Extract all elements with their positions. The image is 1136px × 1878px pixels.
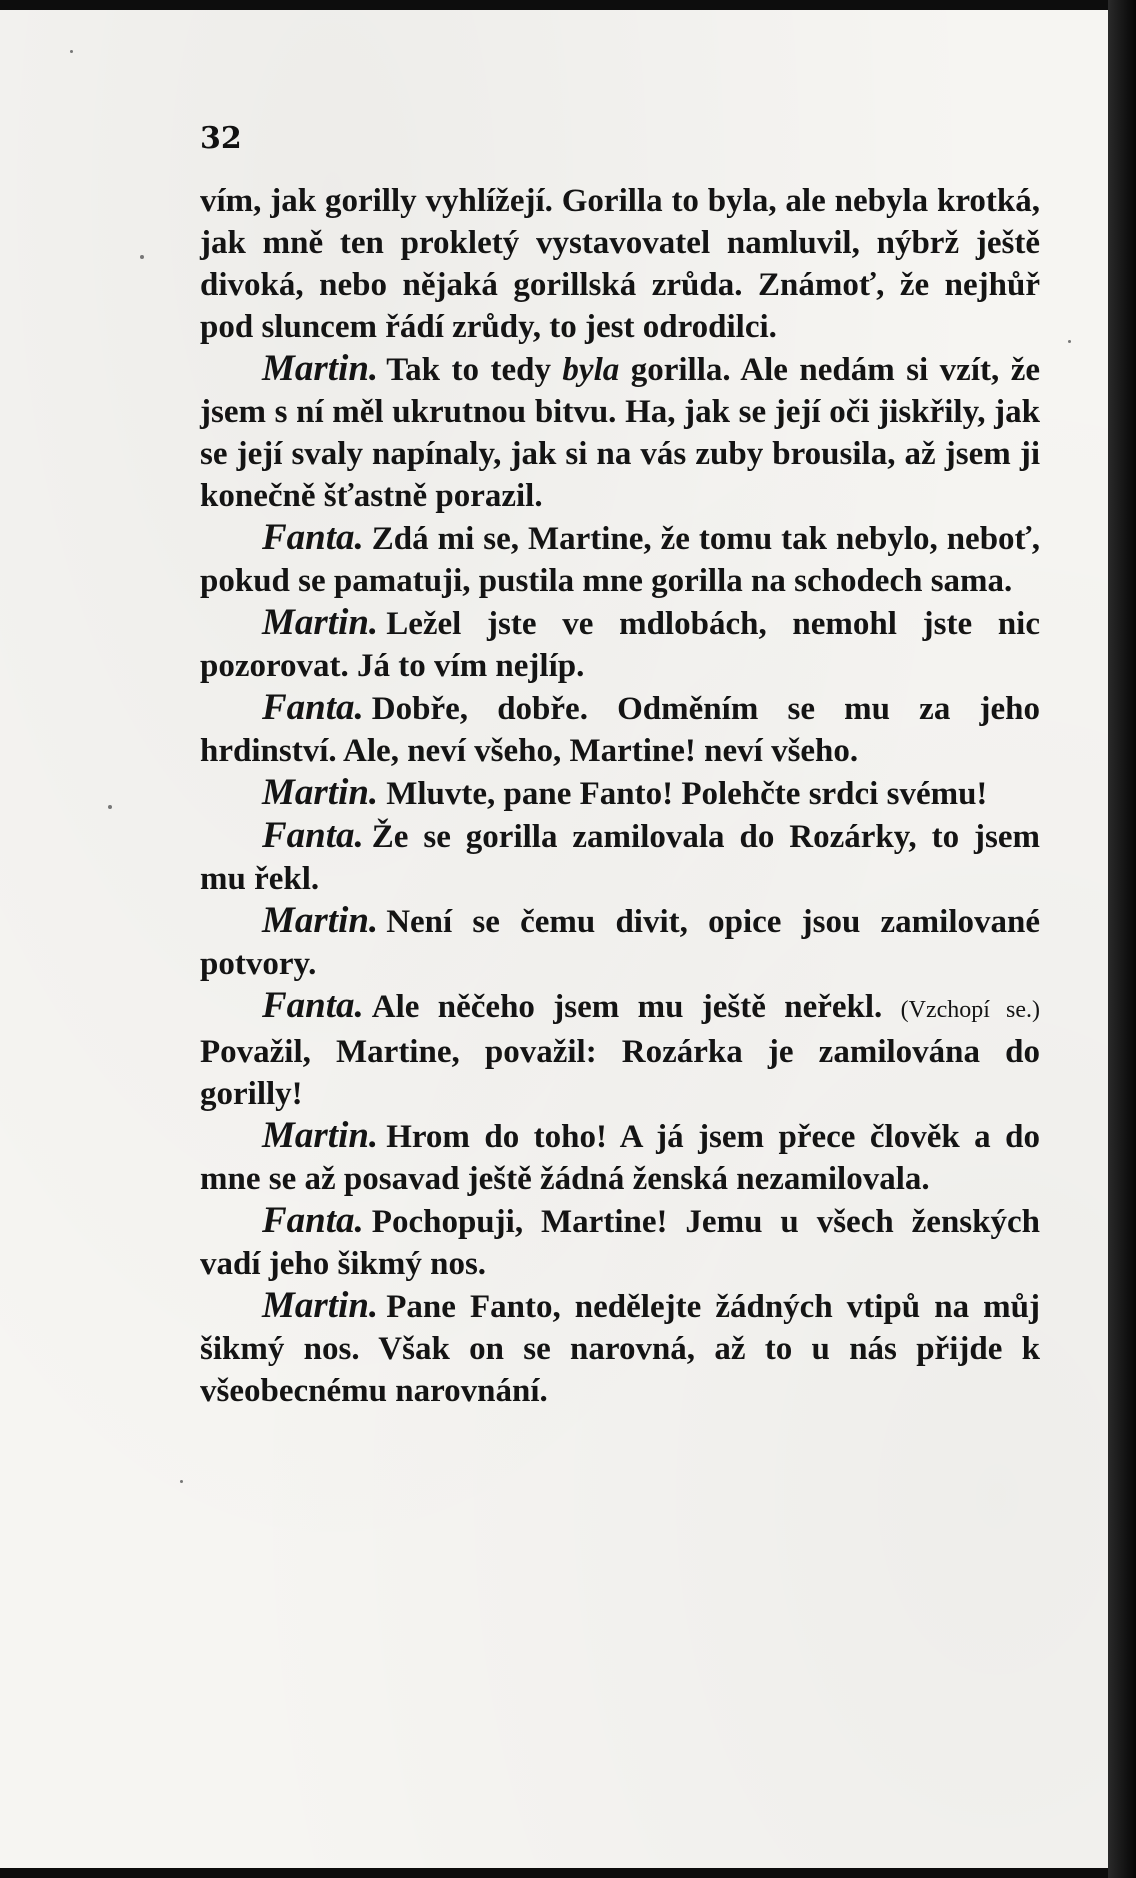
dialogue-paragraph bbox=[200, 1285, 1040, 1412]
paragraph-text: Pane Fanto, nedělejte žádných vtipů na můj šikmý nos. Však on se narovná, až to u nás přijde k všeobecnému narovnání. bbox=[200, 1289, 1040, 1409]
speaker-name: Martin. bbox=[262, 1115, 379, 1156]
paragraph-text: Ležel jste ve mdlobách, nemohl jste nic pozorovat. Já to vím nejlíp. bbox=[200, 606, 1040, 684]
text-paragraph bbox=[200, 180, 1040, 348]
dialogue-paragraph bbox=[200, 985, 1040, 1115]
speaker-name: Fanta. bbox=[262, 815, 364, 856]
paragraph-text: Ale něčeho jsem mu ještě neřekl. bbox=[371, 989, 901, 1025]
paragraph-text: Hrom do toho! A já jsem přece člověk a do mne se až posavad ještě žádná ženská nezamilovala. bbox=[200, 1119, 1040, 1197]
speaker-name: Martin. bbox=[262, 348, 379, 389]
dialogue-paragraph bbox=[200, 815, 1040, 900]
dialogue-paragraph bbox=[200, 602, 1040, 687]
dialogue-paragraph bbox=[200, 687, 1040, 772]
speaker-name: Martin. bbox=[262, 772, 379, 813]
speaker-name: Fanta. bbox=[262, 985, 364, 1026]
scan-speck bbox=[180, 1480, 183, 1483]
paragraph-text: Tak to tedy bbox=[386, 352, 563, 388]
scan-speck bbox=[70, 50, 73, 53]
paragraph-text: gorilla. Ale nedám si vzít, že jsem s ní měl ukrutnou bitvu. Ha, jak se její oči jiskřily, jak se její svaly napínaly, jak si na vás zuby brousila, až jsem ji konečně šťastně porazil. bbox=[200, 352, 1040, 514]
speaker-name: Fanta. bbox=[262, 517, 364, 558]
paragraph-text: Považil, Martine, považil: Rozárka je zamilována do gorilly! bbox=[200, 1034, 1040, 1112]
page-number: 32 bbox=[200, 121, 242, 156]
book-edge bbox=[1108, 0, 1136, 1878]
dialogue-paragraph bbox=[200, 772, 1040, 815]
speaker-name: Martin. bbox=[262, 900, 379, 941]
dialogue-paragraph bbox=[200, 900, 1040, 985]
emphasized-text: byla bbox=[562, 352, 620, 388]
scan-speck bbox=[140, 255, 144, 259]
paragraph-text: Zdá mi se, Martine, že tomu tak nebylo, neboť, pokud se pamatuji, pustila mne gorilla na schodech sama. bbox=[200, 521, 1040, 599]
dialogue-paragraph bbox=[200, 1200, 1040, 1285]
scan-speck bbox=[108, 805, 112, 809]
paragraph-text: vím, jak gorilly vyhlížejí. Gorilla to byla, ale nebyla krotká, jak mně ten prokletý vystavovatel namluvil, nýbrž ještě divoká, nebo nějaká gorillská zrůda. Známoť, že nejhůř pod sluncem řádí zrůdy, to jest odrodilci. bbox=[200, 183, 1040, 345]
speaker-name: Martin. bbox=[262, 1285, 379, 1326]
dialogue-paragraph bbox=[200, 348, 1040, 517]
paragraph-text: Že se gorilla zamilovala do Rozárky, to jsem mu řekl. bbox=[200, 819, 1040, 897]
paragraph-text: Dobře, dobře. Odměním se mu za jeho hrdinství. Ale, neví všeho, Martine! neví všeho. bbox=[200, 691, 1040, 769]
speaker-name: Fanta. bbox=[262, 1200, 364, 1241]
speaker-name: Martin. bbox=[262, 602, 379, 643]
stage-direction: (Vzchopí se.) bbox=[900, 997, 1040, 1023]
scan-speck bbox=[1068, 340, 1071, 343]
page-body-text bbox=[200, 180, 1040, 1412]
speaker-name: Fanta. bbox=[262, 687, 364, 728]
paragraph-text: Není se čemu divit, opice jsou zamilované potvory. bbox=[200, 904, 1040, 982]
dialogue-paragraph bbox=[200, 517, 1040, 602]
scanned-page bbox=[0, 10, 1108, 1868]
dialogue-paragraph bbox=[200, 1115, 1040, 1200]
paragraph-text: Mluvte, pane Fanto! Polehčte srdci svému! bbox=[386, 776, 988, 812]
paragraph-text: Pochopuji, Martine! Jemu u všech ženských vadí jeho šikmý nos. bbox=[200, 1204, 1040, 1282]
